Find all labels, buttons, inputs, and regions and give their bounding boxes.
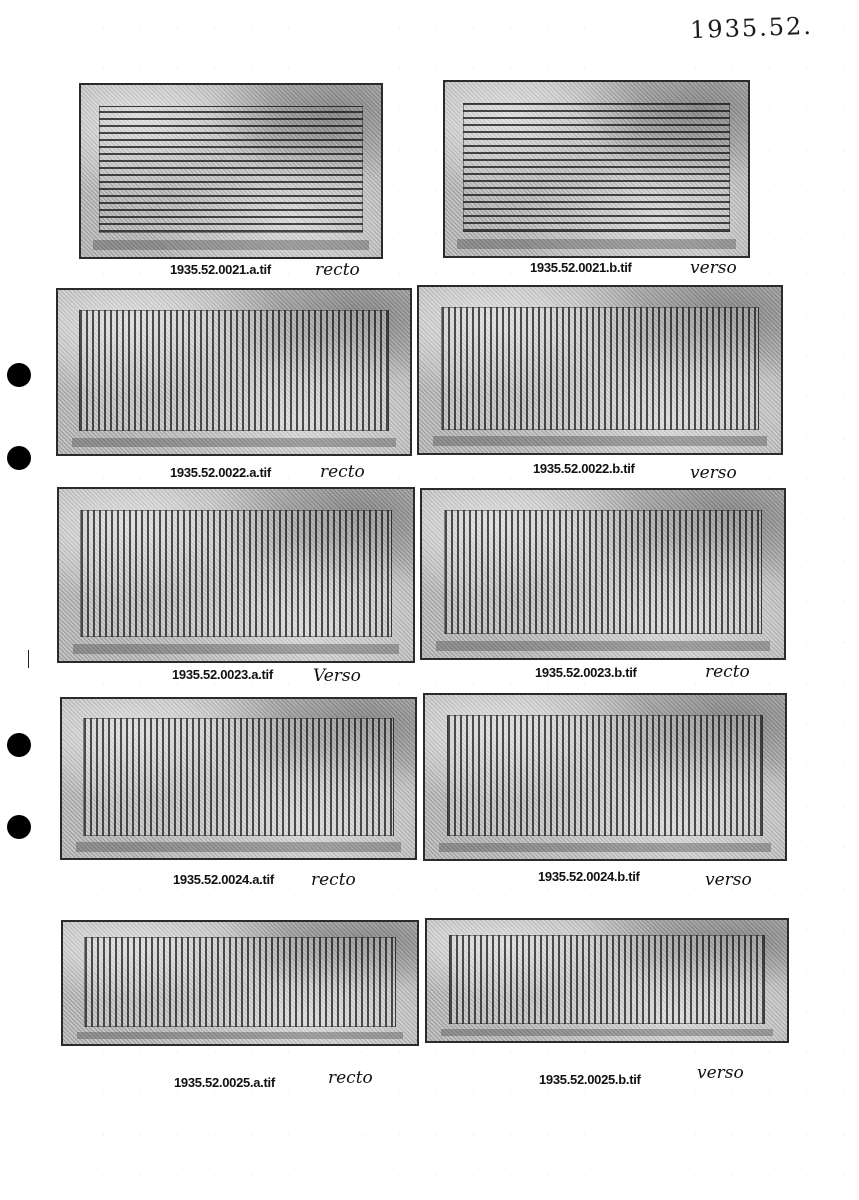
side-note: verso (690, 258, 737, 278)
tablet-edge (433, 436, 766, 446)
tablet-edge (457, 239, 736, 249)
tablet-image (80, 510, 392, 637)
filename-label: 1935.52.0025.a.tif (174, 1075, 275, 1090)
tablet-edge (72, 438, 396, 448)
side-note: recto (315, 260, 360, 280)
filename-label: 1935.52.0024.b.tif (538, 869, 640, 884)
tablet-edge (73, 644, 399, 654)
tablet-edge (77, 1032, 403, 1039)
punch-hole (7, 446, 31, 470)
punch-hole (7, 815, 31, 839)
side-note: verso (690, 463, 737, 483)
filename-label: 1935.52.0022.b.tif (533, 461, 635, 476)
side-note: recto (328, 1068, 373, 1088)
side-note: Verso (313, 666, 361, 686)
tablet-edge (436, 641, 769, 651)
tablet-image (463, 103, 730, 232)
side-note: verso (697, 1063, 744, 1083)
filename-label: 1935.52.0024.a.tif (173, 872, 274, 887)
tablet-image (447, 715, 764, 836)
tablet-image (441, 307, 760, 430)
filename-label: 1935.52.0023.b.tif (535, 665, 637, 680)
scan-thumbnail-0022b (417, 285, 783, 455)
tablet-image (83, 718, 394, 836)
scan-thumbnail-0022a (56, 288, 412, 456)
tablet-edge (93, 240, 369, 250)
filename-label: 1935.52.0025.b.tif (539, 1072, 641, 1087)
scan-thumbnail-0023a (57, 487, 415, 663)
tablet-image (79, 310, 389, 431)
scan-thumbnail-0025b (425, 918, 789, 1043)
side-note: verso (705, 870, 752, 890)
tablet-edge (76, 842, 401, 852)
punch-hole (7, 363, 31, 387)
filename-label: 1935.52.0023.a.tif (172, 667, 273, 682)
scan-thumbnail-0021a (79, 83, 383, 259)
side-note: recto (311, 870, 356, 890)
tablet-edge (439, 843, 770, 853)
side-note: recto (320, 462, 365, 482)
scan-thumbnail-0024b (423, 693, 787, 861)
filename-label: 1935.52.0021.b.tif (530, 260, 632, 275)
handwritten-reference-number: 1935.52. (689, 11, 814, 45)
scan-thumbnail-0025a (61, 920, 419, 1046)
side-note: recto (705, 662, 750, 682)
tablet-image (84, 937, 396, 1027)
punch-hole (7, 733, 31, 757)
tablet-image (444, 510, 763, 634)
scan-thumbnail-0024a (60, 697, 417, 860)
scan-thumbnail-0021b (443, 80, 750, 258)
tablet-image (449, 935, 766, 1025)
filename-label: 1935.52.0021.a.tif (170, 262, 271, 277)
scan-thumbnail-0023b (420, 488, 786, 660)
tablet-edge (441, 1029, 772, 1036)
tablet-image (99, 106, 363, 233)
pencil-mark (28, 650, 29, 668)
filename-label: 1935.52.0022.a.tif (170, 465, 271, 480)
